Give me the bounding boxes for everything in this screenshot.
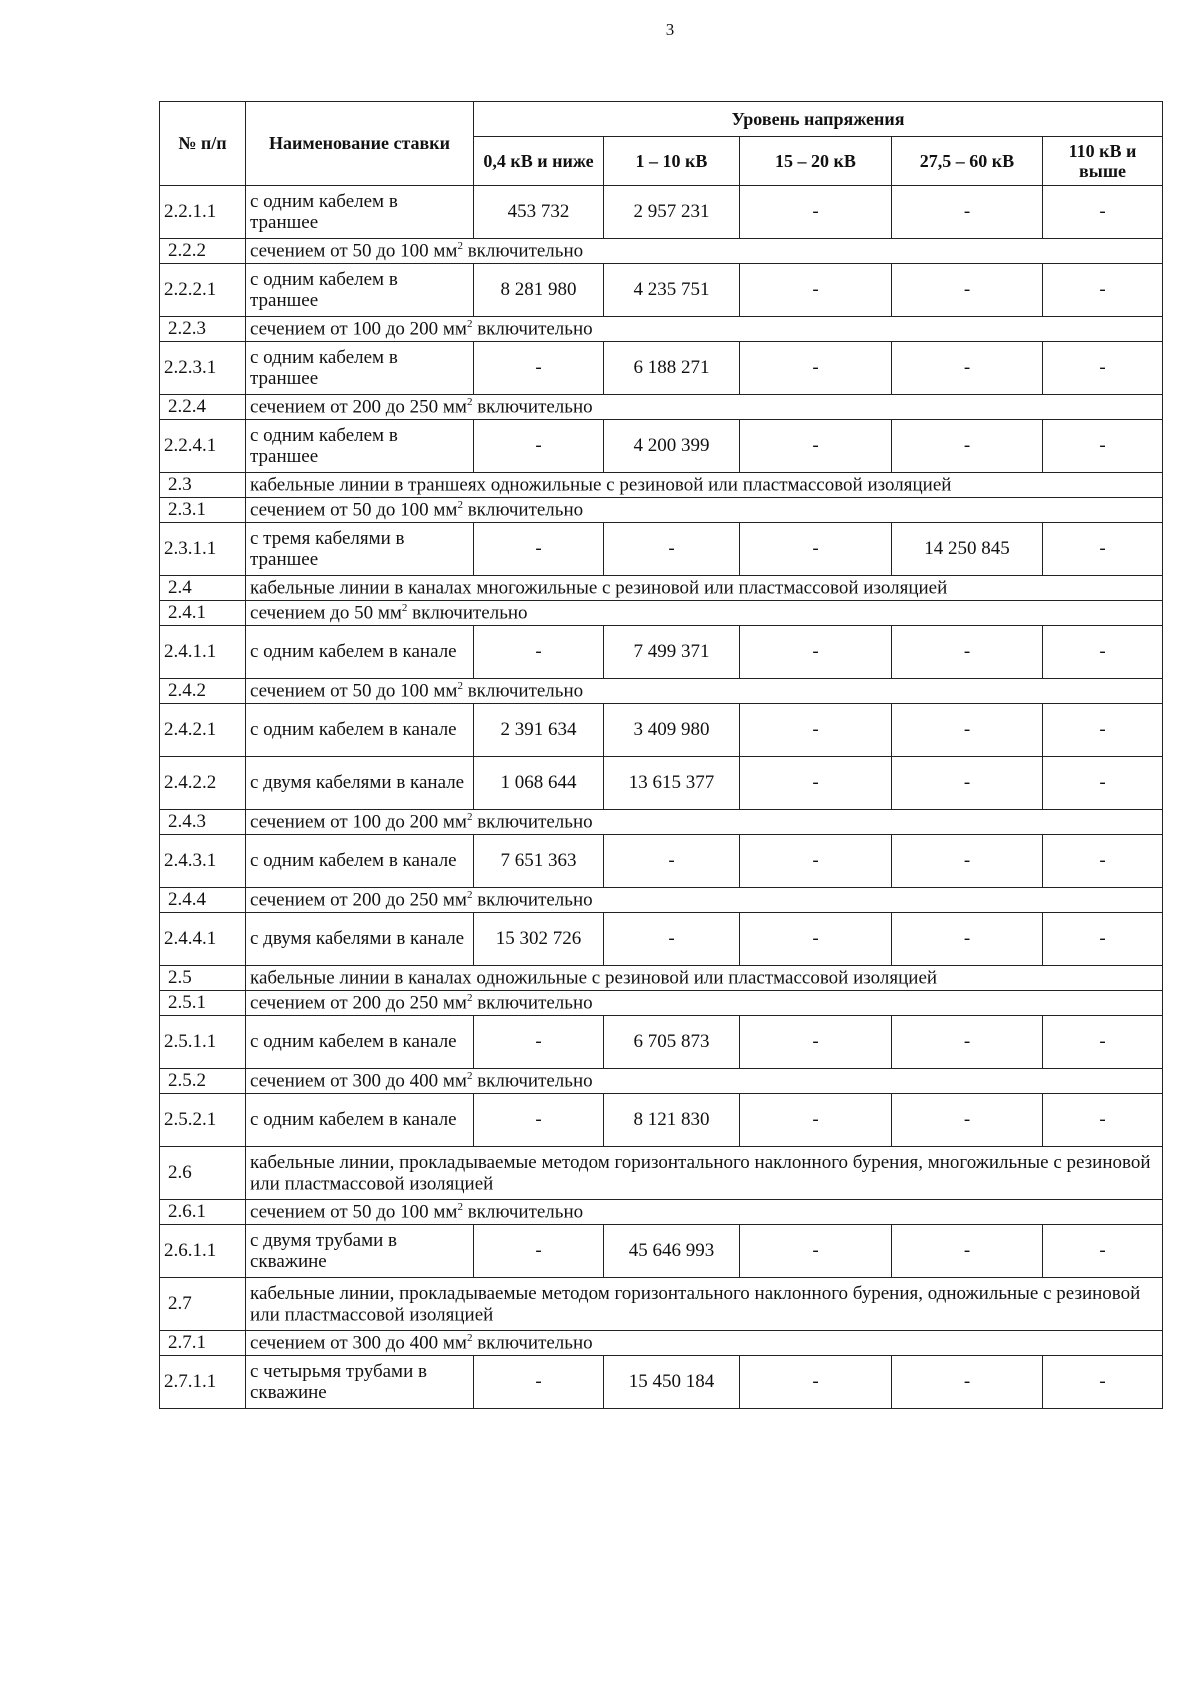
row-number: 2.4.4.1: [160, 913, 246, 966]
section-title: [246, 679, 1163, 704]
section-row: [160, 679, 1163, 704]
header-voltage-27-60: 27,5 – 60 кВ: [892, 137, 1043, 186]
row-number: 2.7.1.1: [160, 1356, 246, 1409]
section-title-superscript: 2: [457, 1201, 463, 1214]
rate-value: 45 646 993: [604, 1225, 740, 1278]
rate-value: -: [892, 186, 1043, 239]
rate-value: -: [474, 420, 604, 473]
section-number: 2.3: [160, 473, 246, 498]
rate-value: -: [1043, 1016, 1163, 1069]
row-number: 2.2.4.1: [160, 420, 246, 473]
section-title: [246, 498, 1163, 523]
section-title-text: сечением от 100 до 200 мм: [250, 318, 467, 340]
section-title-superscript: 2: [466, 396, 473, 409]
rate-value: -: [892, 264, 1043, 317]
section-title-suffix: включительно: [472, 889, 593, 911]
rate-value: 13 615 377: [604, 757, 740, 810]
rate-value: -: [892, 1016, 1043, 1069]
section-number: 2.4.4: [160, 888, 246, 913]
header-voltage-0-4: 0,4 кВ и ниже: [474, 137, 604, 186]
rate-value: -: [740, 1356, 892, 1409]
section-row: [160, 966, 1163, 991]
rate-value: -: [1043, 523, 1163, 576]
rate-value: -: [892, 757, 1043, 810]
rate-value: -: [604, 913, 740, 966]
section-title: [246, 473, 1163, 498]
section-row: [160, 1200, 1163, 1225]
row-number: 2.2.1.1: [160, 186, 246, 239]
table-row: [160, 342, 1163, 395]
section-title-superscript: 2: [457, 240, 463, 253]
section-title: [246, 395, 1163, 420]
section-title-text: кабельные линии в траншеях одножильные с резиновой или пластмассовой изоляцией: [250, 474, 952, 496]
rate-value: -: [1043, 186, 1163, 239]
section-title-text: сечением от 50 до 100 мм: [250, 680, 458, 702]
rate-value: -: [740, 1225, 892, 1278]
section-row: [160, 317, 1163, 342]
section-title: [246, 1147, 1163, 1200]
section-number: 2.6.1: [160, 1200, 246, 1225]
rate-value: 7 651 363: [474, 835, 604, 888]
rate-value: 14 250 845: [892, 523, 1043, 576]
rate-value: -: [474, 523, 604, 576]
table-row: [160, 757, 1163, 810]
section-number: 2.5.1: [160, 991, 246, 1016]
rate-name: с одним кабелем в канале: [246, 1094, 474, 1147]
rate-value: -: [740, 626, 892, 679]
rate-name: с одним кабелем в канале: [246, 704, 474, 757]
section-title-text: кабельные линии, прокладываемые методом горизонтального наклонного бурения, одножильные с резиновой или пластмассовой изоляцией: [250, 1282, 1141, 1326]
section-title-text: сечением от 50 до 100 мм: [250, 499, 458, 521]
section-title-superscript: 2: [466, 1070, 473, 1083]
section-number: 2.5: [160, 966, 246, 991]
section-title: [246, 601, 1163, 626]
table-row: [160, 523, 1163, 576]
rate-value: 6 705 873: [604, 1016, 740, 1069]
section-title-superscript: 2: [457, 499, 463, 512]
rate-value: 6 188 271: [604, 342, 740, 395]
rate-value: -: [474, 1016, 604, 1069]
header-voltage-level: Уровень напряжения: [474, 102, 1163, 137]
rate-value: -: [740, 523, 892, 576]
section-title-superscript: 2: [466, 889, 473, 902]
rate-name: с двумя трубами в скважине: [246, 1225, 474, 1278]
section-title-text: кабельные линии, прокладываемые методом горизонтального наклонного бурения, многожильные с резиновой или пластмассовой изоляцией: [250, 1151, 1151, 1195]
table-body: [160, 186, 1163, 1409]
section-title-text: кабельные линии в каналах многожильные с резиновой или пластмассовой изоляцией: [250, 577, 948, 599]
section-title-superscript: 2: [457, 680, 463, 693]
rate-value: -: [892, 835, 1043, 888]
rate-value: -: [740, 1016, 892, 1069]
rate-value: -: [892, 1225, 1043, 1278]
section-title-superscript: 2: [401, 602, 408, 615]
rate-value: -: [1043, 1094, 1163, 1147]
rate-value: 15 450 184: [604, 1356, 740, 1409]
section-title-text: сечением до 50 мм: [250, 602, 402, 624]
rate-name: с одним кабелем в канале: [246, 626, 474, 679]
rate-name: с двумя кабелями в канале: [246, 757, 474, 810]
rate-value: -: [892, 1356, 1043, 1409]
section-title: [246, 1069, 1163, 1094]
row-number: 2.6.1.1: [160, 1225, 246, 1278]
rate-value: 4 200 399: [604, 420, 740, 473]
rate-value: -: [892, 342, 1043, 395]
rate-value: -: [1043, 757, 1163, 810]
section-title: [246, 317, 1163, 342]
table-row: [160, 1016, 1163, 1069]
section-row: [160, 473, 1163, 498]
section-row: [160, 239, 1163, 264]
section-number: 2.2.3: [160, 317, 246, 342]
table-row: [160, 186, 1163, 239]
section-title-superscript: 2: [466, 1332, 473, 1345]
section-title: [246, 810, 1163, 835]
rate-value: -: [892, 626, 1043, 679]
table-row: [160, 264, 1163, 317]
row-number: 2.3.1.1: [160, 523, 246, 576]
section-title-superscript: 2: [466, 318, 473, 331]
rate-value: 8 281 980: [474, 264, 604, 317]
section-title-text: сечением от 100 до 200 мм: [250, 811, 467, 833]
rate-value: -: [474, 1356, 604, 1409]
rates-table: [159, 101, 1163, 1409]
rate-value: -: [892, 913, 1043, 966]
section-number: 2.4.3: [160, 810, 246, 835]
rate-value: -: [604, 835, 740, 888]
section-title-suffix: включительно: [462, 680, 584, 702]
section-title-suffix: включительно: [472, 318, 593, 340]
section-title-text: сечением от 300 до 400 мм: [250, 1070, 467, 1092]
section-number: 2.6: [160, 1147, 246, 1200]
section-title-suffix: включительно: [472, 811, 593, 833]
rate-name: с одним кабелем в канале: [246, 835, 474, 888]
rate-value: 453 732: [474, 186, 604, 239]
section-title-suffix: включительно: [407, 602, 528, 624]
section-title: [246, 991, 1163, 1016]
table-row: [160, 704, 1163, 757]
section-title: [246, 1200, 1163, 1225]
section-title-text: сечением от 200 до 250 мм: [250, 396, 467, 418]
row-number: 2.2.3.1: [160, 342, 246, 395]
section-row: [160, 1069, 1163, 1094]
rate-value: -: [740, 342, 892, 395]
rate-value: -: [1043, 264, 1163, 317]
rate-value: -: [740, 835, 892, 888]
header-voltage-1-10: 1 – 10 кВ: [604, 137, 740, 186]
row-number: 2.5.1.1: [160, 1016, 246, 1069]
section-title-superscript: 2: [466, 811, 473, 824]
rate-name: с одним кабелем в траншее: [246, 186, 474, 239]
row-number: 2.4.2.2: [160, 757, 246, 810]
section-title: [246, 239, 1163, 264]
rate-value: -: [740, 913, 892, 966]
section-number: 2.4: [160, 576, 246, 601]
rate-name: с двумя кабелями в канале: [246, 913, 474, 966]
row-number: 2.4.1.1: [160, 626, 246, 679]
rate-value: 2 957 231: [604, 186, 740, 239]
section-title: [246, 1278, 1163, 1331]
section-number: 2.4.2: [160, 679, 246, 704]
header-voltage-110: 110 кВ и выше: [1043, 137, 1163, 186]
rate-value: -: [474, 626, 604, 679]
rate-name: с тремя кабелями в траншее: [246, 523, 474, 576]
section-number: 2.3.1: [160, 498, 246, 523]
row-number: 2.2.2.1: [160, 264, 246, 317]
section-title-suffix: включительно: [462, 240, 584, 262]
section-title-suffix: включительно: [472, 1070, 593, 1092]
rate-name: с одним кабелем в канале: [246, 1016, 474, 1069]
rate-value: 8 121 830: [604, 1094, 740, 1147]
section-title-suffix: включительно: [472, 396, 593, 418]
rate-value: -: [1043, 1225, 1163, 1278]
rate-value: 1 068 644: [474, 757, 604, 810]
rate-value: -: [1043, 704, 1163, 757]
section-row: [160, 1278, 1163, 1331]
section-title-superscript: 2: [466, 992, 473, 1005]
section-row: [160, 576, 1163, 601]
row-number: 2.4.2.1: [160, 704, 246, 757]
section-title-text: сечением от 300 до 400 мм: [250, 1332, 467, 1354]
table-row: [160, 913, 1163, 966]
section-title-text: сечением от 50 до 100 мм: [250, 240, 458, 262]
table-row: [160, 1356, 1163, 1409]
rate-value: -: [892, 704, 1043, 757]
table-row: [160, 626, 1163, 679]
rate-value: -: [604, 523, 740, 576]
section-number: 2.7: [160, 1278, 246, 1331]
section-title-text: сечением от 200 до 250 мм: [250, 992, 467, 1014]
rate-value: -: [740, 420, 892, 473]
section-title-text: сечением от 200 до 250 мм: [250, 889, 467, 911]
section-title-suffix: включительно: [462, 1201, 584, 1223]
rate-value: -: [740, 704, 892, 757]
rate-value: -: [474, 1094, 604, 1147]
rate-value: -: [740, 1094, 892, 1147]
rate-value: -: [892, 420, 1043, 473]
rate-value: 7 499 371: [604, 626, 740, 679]
section-row: [160, 1331, 1163, 1356]
rate-value: -: [740, 757, 892, 810]
table-row: [160, 835, 1163, 888]
section-number: 2.7.1: [160, 1331, 246, 1356]
section-title: [246, 966, 1163, 991]
rate-value: -: [1043, 1356, 1163, 1409]
section-row: [160, 601, 1163, 626]
table-row: [160, 1094, 1163, 1147]
section-title-suffix: включительно: [462, 499, 584, 521]
rate-name: с одним кабелем в траншее: [246, 420, 474, 473]
header-name: Наименование ставки: [246, 102, 474, 186]
page-number: 3: [665, 20, 675, 39]
rate-value: -: [1043, 342, 1163, 395]
section-row: [160, 395, 1163, 420]
header-num: № п/п: [160, 102, 246, 186]
header-voltage-15-20: 15 – 20 кВ: [740, 137, 892, 186]
rate-value: -: [1043, 835, 1163, 888]
rate-value: 15 302 726: [474, 913, 604, 966]
rate-value: -: [474, 1225, 604, 1278]
rate-value: -: [1043, 626, 1163, 679]
section-title: [246, 1331, 1163, 1356]
row-number: 2.5.2.1: [160, 1094, 246, 1147]
section-title-suffix: включительно: [472, 992, 593, 1014]
table-row: [160, 1225, 1163, 1278]
section-row: [160, 888, 1163, 913]
section-title-text: сечением от 50 до 100 мм: [250, 1201, 458, 1223]
rate-value: -: [740, 264, 892, 317]
row-number: 2.4.3.1: [160, 835, 246, 888]
rate-name: с четырьмя трубами в скважине: [246, 1356, 474, 1409]
section-row: [160, 810, 1163, 835]
section-number: 2.2.2: [160, 239, 246, 264]
rate-value: -: [740, 186, 892, 239]
rate-value: 4 235 751: [604, 264, 740, 317]
rate-name: с одним кабелем в траншее: [246, 342, 474, 395]
rate-value: -: [474, 342, 604, 395]
rate-value: -: [1043, 420, 1163, 473]
section-number: 2.2.4: [160, 395, 246, 420]
section-row: [160, 991, 1163, 1016]
rate-value: -: [892, 1094, 1043, 1147]
table-row: [160, 420, 1163, 473]
rate-value: 2 391 634: [474, 704, 604, 757]
section-title: [246, 888, 1163, 913]
section-number: 2.5.2: [160, 1069, 246, 1094]
section-title-suffix: включительно: [472, 1332, 593, 1354]
section-row: [160, 1147, 1163, 1200]
section-title: [246, 576, 1163, 601]
rate-name: с одним кабелем в траншее: [246, 264, 474, 317]
rate-value: 3 409 980: [604, 704, 740, 757]
rate-value: -: [1043, 913, 1163, 966]
section-row: [160, 498, 1163, 523]
section-number: 2.4.1: [160, 601, 246, 626]
section-title-text: кабельные линии в каналах одножильные с резиновой или пластмассовой изоляцией: [250, 967, 938, 989]
